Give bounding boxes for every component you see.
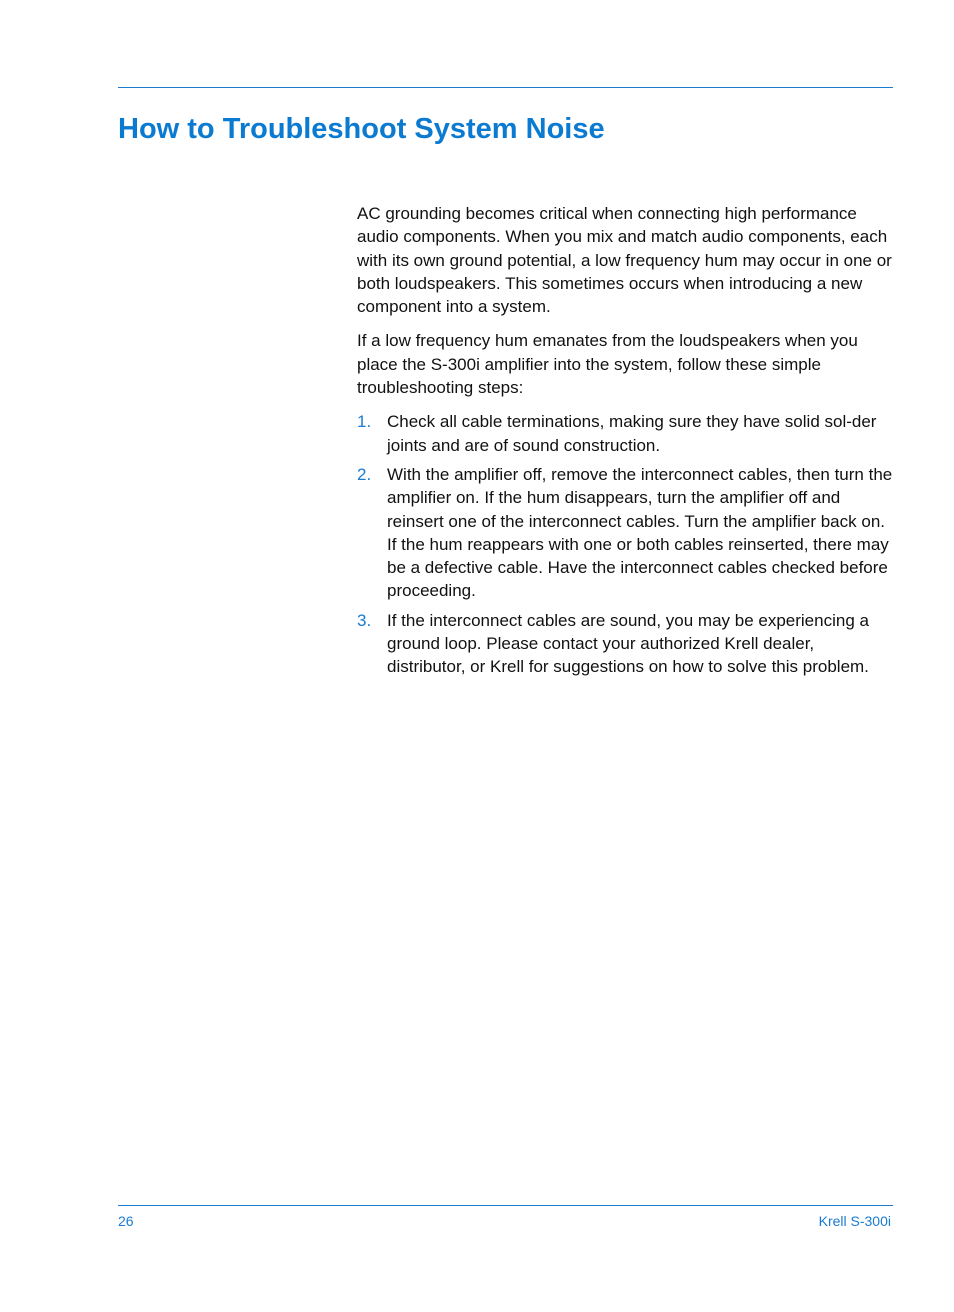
instruction-paragraph: If a low frequency hum emanates from the loudspeakers when you place the S-300i amplifier into the system, follow these simple troubleshooting steps: <box>357 331 858 398</box>
step-text: If the interconnect cables are sound, you may be experiencing a ground loop. Please contact your authorized Krell dealer, distributor, or Krell for suggestions on how to solve this problem. <box>387 610 869 677</box>
step-text: With the amplifier off, remove the interconnect cables, then turn the amplifier on. If the hum disappears, turn the amplifier off and reinsert one of the interconnect cables. Turn the amplifier back on. If the hum reappears with one or both cables reinserted, there may be a defective cable. Have the interconnect cables checked before proceeding. <box>387 464 893 601</box>
page-title: How to Troubleshoot System Noise <box>118 113 605 145</box>
footer-rule <box>118 1205 893 1206</box>
step-item-2 <box>357 463 897 603</box>
intro-paragraph: AC grounding becomes critical when connecting high performance audio components. When you mix and match audio components, each with its own ground potential, a low frequency hum may occur in one or both loudspeakers. This sometimes occurs when introducing a new component into a system. <box>357 204 892 317</box>
step-number: 2. <box>357 464 372 484</box>
step-text: Check all cable terminations, making sure they have solid sol-der joints and are of sound construction. <box>387 412 877 455</box>
step-number: 3. <box>357 610 372 630</box>
footer-product-name: Krell S-300i <box>818 1213 891 1229</box>
step-number: 1. <box>357 412 372 432</box>
step-item-1 <box>357 410 897 457</box>
main-content <box>357 202 897 685</box>
header-rule <box>118 87 893 88</box>
step-item-3 <box>357 609 897 679</box>
footer-page-number: 26 <box>118 1213 134 1229</box>
troubleshooting-steps <box>357 410 897 678</box>
